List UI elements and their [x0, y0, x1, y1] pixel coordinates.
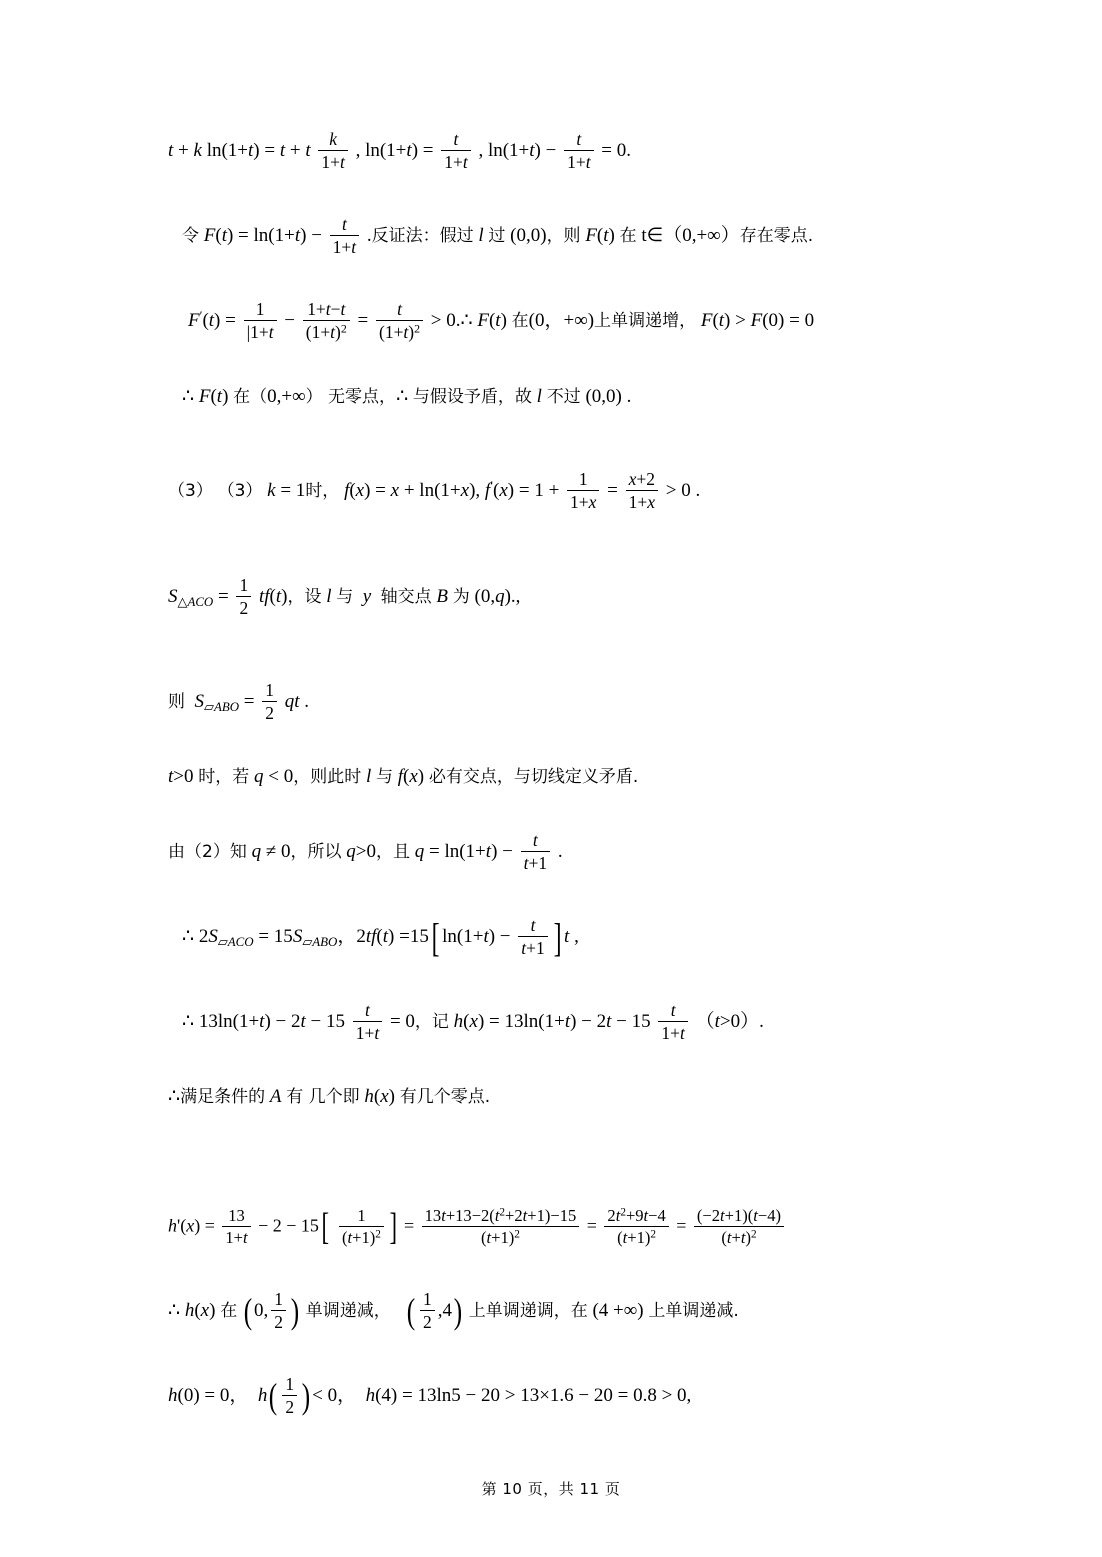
math-line-3: F′(t) = $\frac{1}{|1+t}$ − $\frac{1+t-t}{(1+t)^2}$ = $\frac{t}{(1+t)^2}$ > 0.∴ F(t) 在(0，+∞)上单调递增， F(t) > F(0) = 0 — [188, 299, 815, 343]
math-line-8: t>0 时，若 q < 0，则此时 l 与 f(x) 必有交点，与切线定义矛盾. — [168, 765, 639, 787]
math-line-1: t + k ln(1+t) = t + t $\frac{k}{1+t}$ , ln(1+t) = $\frac{t}{1+t}$ , ln(1+t) − $\frac{t}{1+t}$ = 0. — [168, 129, 632, 173]
math-line-9: 由（2）知 q ≠ 0，所以 q>0，且 q = ln(1+t) − $\frac{t}{t+1}$ . — [168, 829, 563, 873]
math-line-12: ∴满足条件的 A 有 几个即 h(x) 有几个零点. — [168, 1086, 491, 1108]
math-line-13: h'(x) = $\frac{13}{1+t}$ − 2 − 15[ $\frac{1}{(t+1)^2}$ ] = $\frac{13t+13-2(t^2+2t+1)-15}{(t+1)^2}$ = $\frac{2t^2+9t-4}{(t+1)^2}$ = $\frac{(-2t+1)(t-4)}{(t+t)^2}$ — [168, 1207, 998, 1248]
math-line-4: ∴ F(t) 在（0,+∞） 无零点，∴ 与假设予盾，故 l 不过 (0,0) . — [182, 385, 632, 407]
math-line-5: （3） （3） k = 1时， f(x) = x + ln(1+x), f′(x) = 1 + $\frac{1}{1+x}$ = $\frac{x+2}{1+x}$ > 0 . — [168, 469, 701, 513]
math-line-6: $S_{\triangle ACO}$ = $\frac{1}{2}$ tf(t)，设 l 与 y 轴交点 B 为 (0,q)., — [168, 574, 521, 618]
math-line-7: 则 $S_{▱ABO}$ = $\frac{1}{2}$ qt . — [168, 679, 310, 723]
math-line-11: ∴ 13ln(1+t) − 2t − 15 $\frac{t}{1+t}$ = 0，记 h(x) = 13ln(1+t) − 2t − 15 $\frac{t}{1+t}$ （t>0）. — [182, 1000, 764, 1044]
document-body — [168, 130, 998, 1445]
math-line-2: 令 F(t) = ln(1+t) − $\frac{t}{1+t}$ .反证法：假过 l 过 (0,0)，则 F(t) 在 t∈（0,+∞）存在零点. — [182, 214, 814, 258]
page-footer: 第 10 页，共 11 页 — [481, 1480, 621, 1498]
math-line-10: ∴ $2S_{▱ACO} = 15S_{▱ABO}$，2tf(t) =15[ ln(1+t) − $\frac{t}{t+1}$ ] t , — [182, 914, 579, 960]
math-line-14: ∴ h(x) 在 (0, $\frac{1}{2}$ ) 单调递减， ( $\frac{1}{2}$ ,4) 上单调递调，在 (4 +∞) 上单调递减. — [168, 1289, 739, 1333]
math-line-15: h(0) = 0， h( $\frac{1}{2}$ )< 0， h(4) = 13ln5 − 20 > 13×1.6 − 20 = 0.8 > 0, — [168, 1374, 692, 1418]
